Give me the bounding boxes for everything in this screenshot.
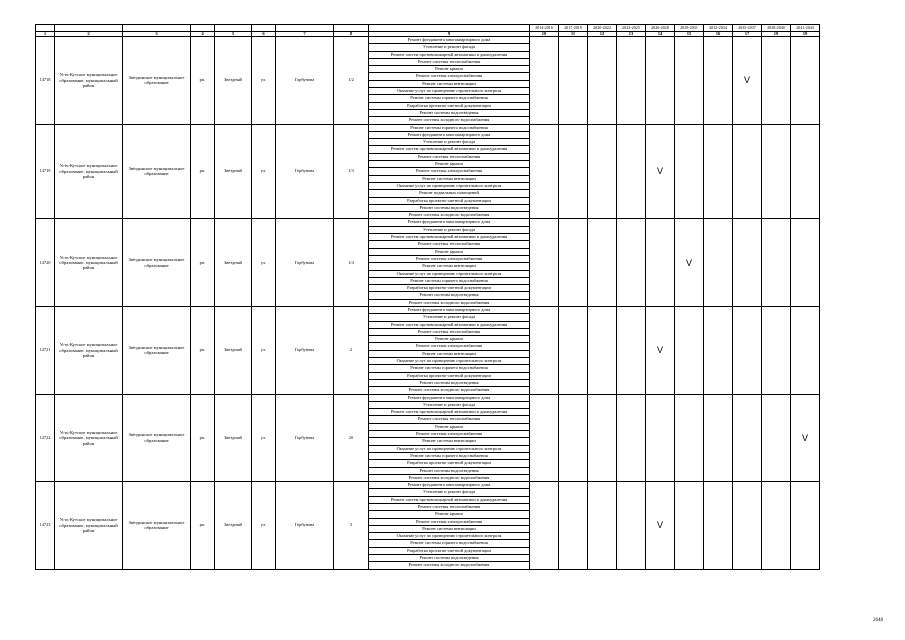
locality-name: Звездный	[215, 394, 252, 482]
work-type-cell: Ремонт фундамента многоквартирного дома	[369, 306, 530, 313]
work-type-cell: Ремонт системы горячего водоснабжения	[369, 540, 530, 547]
record-id: 14721	[36, 306, 55, 394]
work-type-cell: Разработка проектно-сметной документации	[369, 372, 530, 379]
house-number: 1/4	[334, 219, 369, 307]
period-cell	[617, 219, 646, 307]
period-cell	[762, 482, 791, 570]
street-type: ул.	[252, 219, 276, 307]
work-type-cell: Оказание услуг по проведению строительного контроля	[369, 182, 530, 189]
column-number: 16	[704, 32, 733, 37]
work-type-cell: Ремонт системы холодного водоснабжения	[369, 117, 530, 124]
street-name: Горбунова	[276, 306, 334, 394]
work-type-cell: Ремонт системы холодного водоснабжения	[369, 474, 530, 481]
work-type-cell: Ремонт системы теплоснабжения	[369, 504, 530, 511]
locality-name: Звездный	[215, 482, 252, 570]
work-type-cell: Оказание услуг по проведению строительного контроля	[369, 358, 530, 365]
work-type-cell: Ремонт системы теплоснабжения	[369, 328, 530, 335]
period-cell	[559, 394, 588, 482]
work-type-cell: Ремонт системы горячего водоснабжения	[369, 452, 530, 459]
work-type-cell: Ремонт системы вентиляции	[369, 525, 530, 532]
work-type-cell: Ремонт системы теплоснабжения	[369, 153, 530, 160]
work-type-cell: Ремонт системы вентиляции	[369, 80, 530, 87]
period-cell	[617, 306, 646, 394]
street-name: Горбунова	[276, 124, 334, 219]
period-cell	[791, 219, 820, 307]
settlement-name: Звёздинское муниципальное образование	[123, 219, 191, 307]
street-name: Горбунова	[276, 37, 334, 125]
work-type-cell: Разработка проектно-сметной документации	[369, 285, 530, 292]
settlement-name: Звёздинское муниципальное образование	[123, 482, 191, 570]
period-cell	[733, 219, 762, 307]
column-number: 3	[123, 32, 191, 37]
locality-type: рп.	[191, 219, 215, 307]
work-type-cell: Ремонт подвальных помещений	[369, 190, 530, 197]
house-number: 2	[334, 306, 369, 394]
work-type-cell: Ремонт системы теплоснабжения	[369, 241, 530, 248]
work-type-cell: Ремонт системы холодного водоснабжения	[369, 387, 530, 394]
column-number: 9	[369, 32, 530, 37]
period-cell	[791, 482, 820, 570]
work-type-cell: Разработка проектно-сметной документации	[369, 547, 530, 554]
period-cell	[733, 482, 762, 570]
column-number: 13	[617, 32, 646, 37]
period-cell	[559, 37, 588, 125]
work-type-cell: Ремонт системы вентиляции	[369, 350, 530, 357]
period-header: 2020-2022	[588, 25, 617, 32]
work-type-cell: Ремонт системы теплоснабжения	[369, 58, 530, 65]
municipality-name: Усть-Кутское муниципальное образование, муниципальный район	[55, 37, 123, 125]
work-type-cell: Ремонт систем противопожарной автоматики и дымоудаления	[369, 321, 530, 328]
work-type-cell: Ремонт фундамента многоквартирного дома	[369, 394, 530, 401]
column-number: 12	[588, 32, 617, 37]
period-cell	[617, 37, 646, 125]
work-type-cell: Ремонт крыши	[369, 248, 530, 255]
work-type-cell: Ремонт системы горячего водоснабжения	[369, 95, 530, 102]
locality-name: Звездный	[215, 306, 252, 394]
locality-type: рп.	[191, 306, 215, 394]
period-cell	[791, 306, 820, 394]
locality-type: рп.	[191, 482, 215, 570]
check-mark: V	[801, 432, 808, 443]
period-cell	[588, 482, 617, 570]
period-cell	[704, 37, 733, 125]
period-cell	[791, 124, 820, 219]
work-row	[36, 37, 820, 44]
work-type-cell: Ремонт системы электроснабжения	[369, 518, 530, 525]
period-cell	[588, 219, 617, 307]
work-type-cell: Ремонт системы водоотведения	[369, 555, 530, 562]
locality-type: рп.	[191, 124, 215, 219]
period-header: 2026-2028	[646, 25, 675, 32]
locality-name: Звездный	[215, 124, 252, 219]
settlement-name: Звёздинское муниципальное образование	[123, 124, 191, 219]
period-cell	[530, 306, 559, 394]
period-cell	[530, 482, 559, 570]
column-number: 18	[762, 32, 791, 37]
column-number: 19	[791, 32, 820, 37]
municipality-name: Усть-Кутское муниципальное образование, муниципальный район	[55, 482, 123, 570]
work-type-cell: Разработка проектно-сметной документации	[369, 197, 530, 204]
period-mark-cell	[646, 124, 675, 219]
period-header: 2035-2037	[733, 25, 762, 32]
check-mark: V	[685, 257, 692, 268]
period-mark-cell	[675, 219, 704, 307]
work-type-cell: Ремонт системы вентиляции	[369, 263, 530, 270]
settlement-name: Звёздинское муниципальное образование	[123, 37, 191, 125]
work-type-cell: Ремонт системы электроснабжения	[369, 255, 530, 262]
period-cell	[704, 124, 733, 219]
period-header-row	[36, 25, 820, 32]
period-cell	[646, 219, 675, 307]
period-cell	[646, 394, 675, 482]
period-header: 2023-2025	[617, 25, 646, 32]
period-header: 2032-2034	[704, 25, 733, 32]
work-type-cell: Ремонт системы горячего водоснабжения	[369, 124, 530, 131]
settlement-name: Звёздинское муниципальное образование	[123, 394, 191, 482]
street-type: ул.	[252, 37, 276, 125]
period-cell	[675, 37, 704, 125]
period-cell	[617, 482, 646, 570]
work-type-cell: Ремонт фундамента многоквартирного дома	[369, 131, 530, 138]
work-type-cell: Утепление и ремонт фасада	[369, 489, 530, 496]
work-type-cell: Ремонт системы водоотведения	[369, 204, 530, 211]
column-number: 6	[252, 32, 276, 37]
period-cell	[646, 37, 675, 125]
street-type: ул.	[252, 394, 276, 482]
work-type-cell: Ремонт фундамента многоквартирного дома	[369, 482, 530, 489]
period-cell	[675, 482, 704, 570]
work-type-cell: Ремонт фундамента многоквартирного дома	[369, 37, 530, 44]
period-cell	[530, 124, 559, 219]
period-cell	[559, 124, 588, 219]
period-cell	[559, 306, 588, 394]
municipality-name: Усть-Кутское муниципальное образование, муниципальный район	[55, 219, 123, 307]
house-number: 2б	[334, 394, 369, 482]
work-type-cell: Ремонт системы горячего водоснабжения	[369, 365, 530, 372]
column-number: 15	[675, 32, 704, 37]
work-type-cell: Ремонт системы вентиляции	[369, 438, 530, 445]
work-type-cell: Утепление и ремонт фасада	[369, 401, 530, 408]
column-number: 4	[191, 32, 215, 37]
street-name: Горбунова	[276, 482, 334, 570]
record-id: 14723	[36, 482, 55, 570]
period-cell	[588, 394, 617, 482]
column-number: 14	[646, 32, 675, 37]
work-row	[36, 124, 820, 131]
period-cell	[704, 219, 733, 307]
locality-name: Звездный	[215, 37, 252, 125]
work-row	[36, 394, 820, 401]
column-number: 17	[733, 32, 762, 37]
column-number: 10	[530, 32, 559, 37]
work-type-cell: Разработка проектно-сметной документации	[369, 102, 530, 109]
check-mark: V	[656, 520, 663, 531]
record-id: 14718	[36, 37, 55, 125]
street-name: Горбунова	[276, 394, 334, 482]
work-type-cell: Ремонт систем противопожарной автоматики и дымоудаления	[369, 409, 530, 416]
work-type-cell: Утепление и ремонт фасада	[369, 139, 530, 146]
work-type-cell: Утепление и ремонт фасада	[369, 44, 530, 51]
work-type-cell: Ремонт системы водоотведения	[369, 467, 530, 474]
capital-repair-schedule-table	[35, 24, 820, 570]
page-number: 2648	[873, 618, 883, 623]
column-number: 8	[334, 32, 369, 37]
record-id: 14722	[36, 394, 55, 482]
work-type-cell: Ремонт фундамента многоквартирного дома	[369, 219, 530, 226]
column-number: 7	[276, 32, 334, 37]
column-number: 11	[559, 32, 588, 37]
period-cell	[762, 306, 791, 394]
period-mark-cell	[733, 37, 762, 125]
work-type-cell: Оказание услуг по проведению строительного контроля	[369, 533, 530, 540]
period-cell	[617, 394, 646, 482]
work-type-cell: Ремонт системы водоотведения	[369, 292, 530, 299]
period-cell	[762, 394, 791, 482]
check-mark: V	[656, 166, 663, 177]
period-cell	[588, 306, 617, 394]
work-type-cell: Ремонт крыши	[369, 423, 530, 430]
work-type-cell: Утепление и ремонт фасада	[369, 226, 530, 233]
work-type-cell: Ремонт системы водоотведения	[369, 109, 530, 116]
work-type-cell: Ремонт системы электроснабжения	[369, 73, 530, 80]
municipality-name: Усть-Кутское муниципальное образование, муниципальный район	[55, 306, 123, 394]
work-type-cell: Ремонт крыши	[369, 66, 530, 73]
column-number: 1	[36, 32, 55, 37]
work-type-cell: Ремонт системы теплоснабжения	[369, 416, 530, 423]
period-cell	[733, 394, 762, 482]
municipality-name: Усть-Кутское муниципальное образование, муниципальный район	[55, 124, 123, 219]
record-id: 14720	[36, 219, 55, 307]
work-type-cell: Ремонт систем противопожарной автоматики и дымоудаления	[369, 51, 530, 58]
period-cell	[559, 219, 588, 307]
locality-type: рп.	[191, 37, 215, 125]
work-type-cell: Утепление и ремонт фасада	[369, 314, 530, 321]
period-cell	[733, 306, 762, 394]
work-row	[36, 306, 820, 313]
period-header: 2041-2043	[791, 25, 820, 32]
check-mark: V	[743, 75, 750, 86]
work-type-cell: Ремонт системы электроснабжения	[369, 343, 530, 350]
period-mark-cell	[646, 306, 675, 394]
municipality-name: Усть-Кутское муниципальное образование, муниципальный район	[55, 394, 123, 482]
period-mark-cell	[646, 482, 675, 570]
period-cell	[675, 306, 704, 394]
period-cell	[791, 37, 820, 125]
work-type-cell: Ремонт крыши	[369, 161, 530, 168]
locality-type: рп.	[191, 394, 215, 482]
period-cell	[762, 124, 791, 219]
work-type-cell: Ремонт систем противопожарной автоматики и дымоудаления	[369, 146, 530, 153]
work-type-cell: Ремонт системы горячего водоснабжения	[369, 277, 530, 284]
house-number: 3	[334, 482, 369, 570]
period-header: 2017-2019	[559, 25, 588, 32]
work-type-cell: Ремонт крыши	[369, 511, 530, 518]
locality-name: Звездный	[215, 219, 252, 307]
period-cell	[588, 37, 617, 125]
house-number: 1/3	[334, 124, 369, 219]
period-cell	[675, 124, 704, 219]
street-type: ул.	[252, 306, 276, 394]
street-name: Горбунова	[276, 219, 334, 307]
work-type-cell: Ремонт систем противопожарной автоматики и дымоудаления	[369, 234, 530, 241]
period-cell	[588, 124, 617, 219]
work-type-cell: Ремонт системы электроснабжения	[369, 168, 530, 175]
period-cell	[762, 219, 791, 307]
check-mark: V	[656, 345, 663, 356]
period-cell	[530, 394, 559, 482]
period-cell	[530, 37, 559, 125]
work-type-cell: Ремонт систем противопожарной автоматики и дымоудаления	[369, 496, 530, 503]
period-mark-cell	[791, 394, 820, 482]
work-type-cell: Ремонт системы водоотведения	[369, 379, 530, 386]
period-cell	[675, 394, 704, 482]
house-number: 1/2	[334, 37, 369, 125]
work-type-cell: Ремонт крыши	[369, 336, 530, 343]
period-cell	[704, 482, 733, 570]
street-type: ул.	[252, 124, 276, 219]
period-cell	[617, 124, 646, 219]
period-cell	[704, 306, 733, 394]
period-header: 2029-2031	[675, 25, 704, 32]
period-header: 2014-2016	[530, 25, 559, 32]
period-cell	[733, 124, 762, 219]
work-type-cell: Ремонт системы электроснабжения	[369, 431, 530, 438]
work-type-cell: Ремонт системы холодного водоснабжения	[369, 562, 530, 569]
record-id: 14719	[36, 124, 55, 219]
work-row	[36, 219, 820, 226]
column-number: 2	[55, 32, 123, 37]
work-type-cell: Оказание услуг по проведению строительного контроля	[369, 88, 530, 95]
work-type-cell: Оказание услуг по проведению строительного контроля	[369, 445, 530, 452]
period-cell	[559, 482, 588, 570]
period-cell	[704, 394, 733, 482]
period-header: 2038-2040	[762, 25, 791, 32]
settlement-name: Звёздинское муниципальное образование	[123, 306, 191, 394]
work-type-cell: Оказание услуг по проведению строительного контроля	[369, 270, 530, 277]
work-type-cell: Ремонт системы вентиляции	[369, 175, 530, 182]
period-cell	[530, 219, 559, 307]
work-type-cell: Разработка проектно-сметной документации	[369, 460, 530, 467]
work-type-cell: Ремонт системы холодного водоснабжения	[369, 212, 530, 219]
period-cell	[762, 37, 791, 125]
work-row	[36, 482, 820, 489]
street-type: ул.	[252, 482, 276, 570]
work-type-cell: Ремонт системы холодного водоснабжения	[369, 299, 530, 306]
column-number: 5	[215, 32, 252, 37]
